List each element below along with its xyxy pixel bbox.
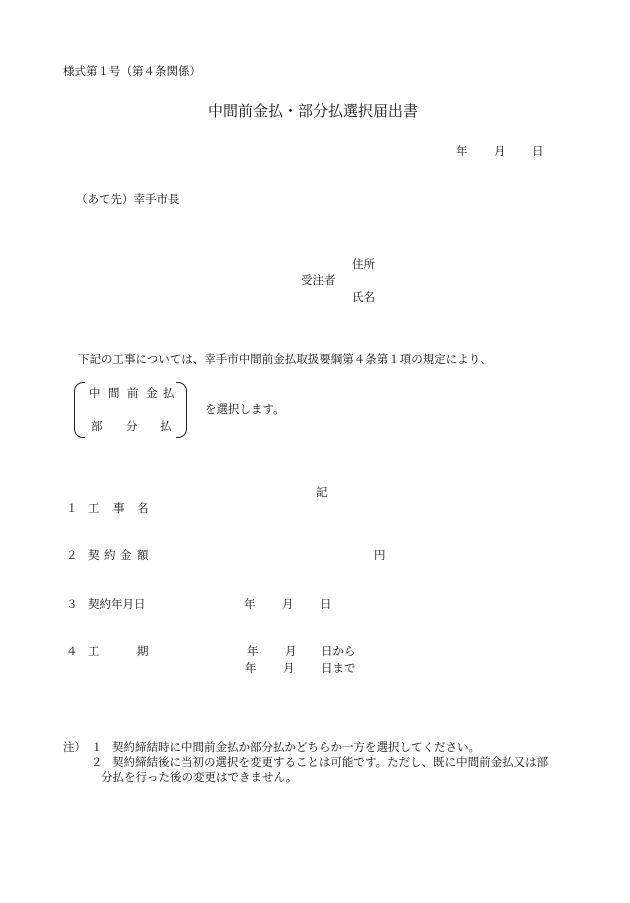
contract-month: 月	[282, 597, 294, 611]
period-end-day: 日まで	[321, 661, 356, 675]
contract-year: 年	[244, 597, 256, 611]
note1-number: １	[91, 740, 103, 754]
notes-prefix: 注）	[63, 740, 86, 754]
document-title: 中間前金払・部分払選択届出書	[208, 102, 419, 120]
period-start-year: 年	[247, 644, 259, 658]
item-label-char: 事	[113, 501, 125, 515]
item-label-char: 期	[137, 644, 149, 658]
contractor-label: 受注者	[301, 273, 336, 287]
option2-char: 部	[91, 419, 103, 433]
period-start-day: 日から	[321, 644, 356, 658]
select-text: を選択します。	[205, 402, 285, 416]
item-label-char: 契	[88, 548, 100, 562]
period-start-month: 月	[285, 644, 297, 658]
date-month: 月	[494, 144, 506, 158]
yen-unit: 円	[374, 548, 386, 562]
item-label: 契約年月日	[88, 597, 146, 611]
item-number: ３	[66, 597, 78, 611]
item-label-char: 名	[137, 501, 149, 515]
item-label-char: 額	[137, 548, 149, 562]
contract-day: 日	[320, 597, 332, 611]
intro-text: 下記の工事については、幸手市中間前金払取扱要綱第４条第１項の規定により、	[78, 352, 492, 366]
option1-char: 前	[127, 386, 139, 400]
period-end-year: 年	[245, 661, 257, 675]
address-label: 住所	[352, 257, 375, 271]
date-year: 年	[456, 144, 468, 158]
item-number: ４	[66, 644, 78, 658]
addressee: （あて先）幸手市長	[76, 192, 180, 206]
form-number: 様式第１号（第４条関係）	[63, 64, 201, 78]
note1-text: 契約締結時に中間前金払か部分払かどちらか一方を選択してください。	[112, 740, 480, 754]
option1-char: 払	[163, 386, 175, 400]
option2-char: 分	[126, 419, 138, 433]
item-label-char: 工	[88, 501, 100, 515]
option1-char: 間	[108, 386, 120, 400]
ki-heading: 記	[316, 485, 328, 499]
option1-char: 金	[146, 386, 158, 400]
bracket-left	[74, 382, 85, 438]
item-number: １	[66, 501, 78, 515]
date-day: 日	[532, 144, 544, 158]
name-label: 氏名	[352, 290, 375, 304]
note2-number: ２	[91, 755, 103, 769]
note2-text-line2: 分払を行った後の変更はできません。	[101, 770, 298, 784]
period-end-month: 月	[283, 661, 295, 675]
item-label-char: 約	[104, 548, 116, 562]
option2-char: 払	[160, 419, 172, 433]
item-number: ２	[66, 548, 78, 562]
option1-char: 中	[89, 386, 101, 400]
note2-text-line1: 契約締結後に当初の選択を変更することは可能です。ただし、既に中間前金払又は部	[112, 755, 549, 769]
item-label-char: 工	[88, 644, 100, 658]
item-label-char: 金	[120, 548, 132, 562]
bracket-right	[176, 382, 187, 438]
